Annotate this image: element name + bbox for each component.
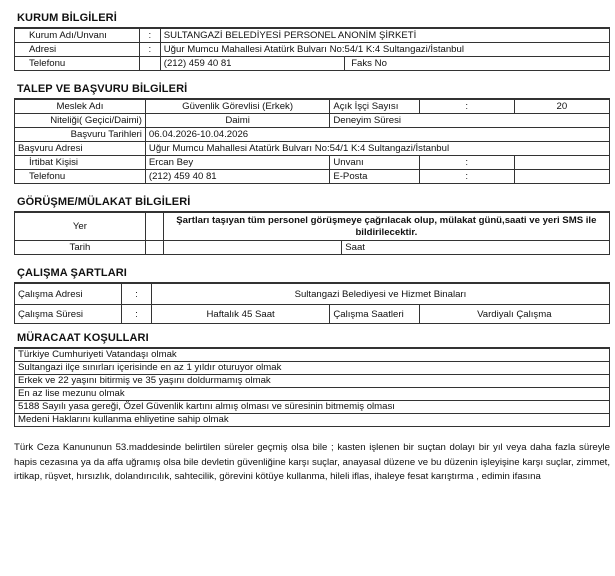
yer-label: Yer <box>15 213 146 241</box>
calisma-adres-label: Çalışma Adresi <box>15 284 122 305</box>
muracaat-item: Sultangazi ilçe sınırları içerisinde en az 1 yıldır oturuyor olmak <box>15 362 610 375</box>
section-title-calisma: ÇALIŞMA ŞARTLARI <box>14 265 610 283</box>
yer-value: Şartları taşıyan tüm personel görüşmeye çağrılacak olup, mülakat günü,saati ve yeri SMS ile bildirilecektir. <box>163 213 609 241</box>
meslek-value: Güvenlik Görevlisi (Erkek) <box>145 100 329 114</box>
calisma-saat-label: Çalışma Saatleri <box>330 305 419 324</box>
deneyim-label: Deneyim Süresi <box>330 114 610 128</box>
kurum-telefon-value: (212) 459 40 81 <box>160 57 344 71</box>
acik-label: Açık İşçi Sayısı <box>330 100 419 114</box>
meslek-label: Meslek Adı <box>15 100 146 114</box>
calisma-table <box>14 283 610 324</box>
kurum-faks-label: Faks No <box>345 57 610 71</box>
colon: : <box>122 284 152 305</box>
gorusme-table <box>14 212 610 255</box>
irtibat-label: İrtibat Kişisi <box>15 156 146 170</box>
kurum-ad-label: Kurum Adı/Unvanı <box>15 29 140 43</box>
muracaat-item: En az lise mezunu olmak <box>15 388 610 401</box>
cell-empty <box>145 241 163 255</box>
colon: : <box>419 156 514 170</box>
colon: : <box>122 305 152 324</box>
nitelik-label: Niteliği( Geçici/Daimi) <box>15 114 146 128</box>
talep-table <box>14 99 610 184</box>
eposta-label: E-Posta <box>330 170 419 184</box>
nitelik-value: Daimi <box>145 114 329 128</box>
calisma-sure-value: Haftalık 45 Saat <box>151 305 330 324</box>
unvani-label: Unvanı <box>330 156 419 170</box>
basvuru-adres-label: Başvuru Adresi <box>15 142 146 156</box>
kurum-table <box>14 28 610 71</box>
basvuru-tarih-value: 06.04.2026-10.04.2026 <box>145 128 609 142</box>
application-form <box>14 0 610 485</box>
irtibat-value: Ercan Bey <box>145 156 329 170</box>
gorusme-tarih-value <box>163 241 342 255</box>
saat-label: Saat <box>342 241 610 255</box>
colon-empty <box>139 57 160 71</box>
colon: : <box>419 170 514 184</box>
unvani-value <box>514 156 609 170</box>
talep-telefon-value: (212) 459 40 81 <box>145 170 329 184</box>
muracaat-item: Türkiye Cumhuriyeti Vatandaşı olmak <box>15 349 610 362</box>
muracaat-item: 5188 Sayılı yasa gereği, Özel Güvenlik kartını almış olması ve süresinin bitmemiş olması <box>15 401 610 414</box>
calisma-adres-value: Sultangazi Belediyesi ve Hizmet Binaları <box>151 284 609 305</box>
kurum-telefon-label: Telefonu <box>15 57 140 71</box>
talep-telefon-label: Telefonu <box>15 170 146 184</box>
legal-paragraph: Türk Ceza Kanununun 53.maddesinde belirtilen süreler geçmiş olsa bile ; kasten işlenen bir suçtan dolayı bir yıl veya daha fazla süreyle hapis cezasına ya da affa uğramış olsa bile devletin güvenliğine karşı suçlar, anayasal düzene ve bu düzenin işleyişine karşı suçlar, zimmet, irtikap, rüşvet, hırsızlık, dolandırıcılık, sahtecilik, görevini kötüye kullanma, hileli iflas, ihaleye fesat karıştırma , edimin ifasına <box>14 442 610 482</box>
eposta-value <box>514 170 609 184</box>
section-title-muracaat: MÜRACAAT KOŞULLARI <box>14 330 610 348</box>
acik-value: 20 <box>514 100 609 114</box>
calisma-saat-value: Vardiyalı Çalışma <box>419 305 609 324</box>
muracaat-table <box>14 348 610 427</box>
colon: : <box>139 29 160 43</box>
colon: : <box>139 43 160 57</box>
section-title-talep: TALEP VE BAŞVURU BİLGİLERİ <box>14 81 610 99</box>
kurum-adres-value: Uğur Mumcu Mahallesi Atatürk Bulvarı No:54/1 K:4 Sultangazi/İstanbul <box>160 43 609 57</box>
cell-empty <box>145 213 163 241</box>
section-title-kurum: KURUM BİLGİLERİ <box>14 10 610 28</box>
colon: : <box>419 100 514 114</box>
basvuru-adres-value: Uğur Mumcu Mahallesi Atatürk Bulvarı No:54/1 K:4 Sultangazi/İstanbul <box>145 142 609 156</box>
muracaat-item: Erkek ve 22 yaşını bitirmiş ve 35 yaşını doldurmamış olmak <box>15 375 610 388</box>
kurum-ad-value: SULTANGAZİ BELEDİYESİ PERSONEL ANONİM ŞİRKETİ <box>160 29 609 43</box>
muracaat-item: Medeni Haklarını kullanma ehliyetine sahip olmak <box>15 414 610 427</box>
kurum-adres-label: Adresi <box>15 43 140 57</box>
section-title-gorusme: GÖRÜŞME/MÜLAKAT BİLGİLERİ <box>14 194 610 212</box>
basvuru-tarih-label: Başvuru Tarihleri <box>15 128 146 142</box>
calisma-sure-label: Çalışma Süresi <box>15 305 122 324</box>
gorusme-tarih-label: Tarih <box>15 241 146 255</box>
